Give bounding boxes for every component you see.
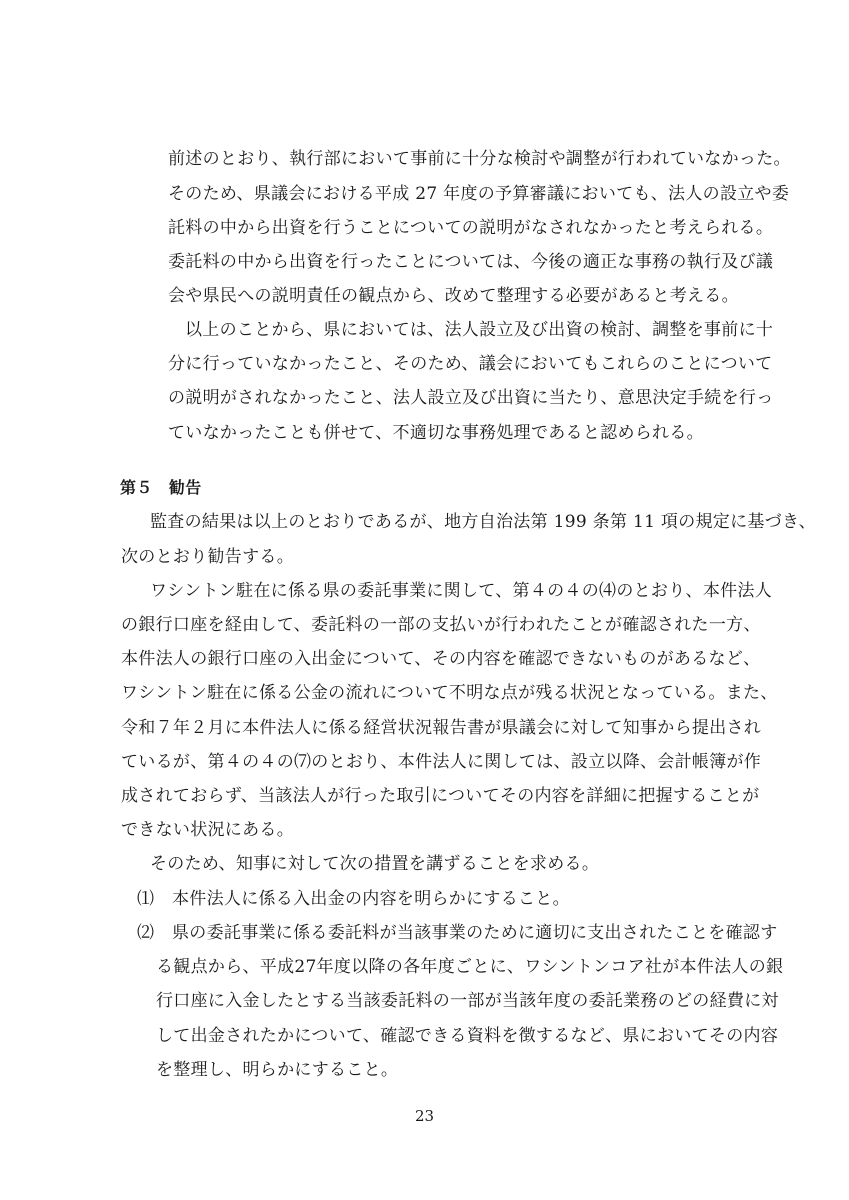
paragraph-line: 成されておらず、当該法人が行った取引についてその内容を詳細に把握することが [121, 786, 760, 806]
list-item-line: 本件法人に係る入出金の内容を明らかにすること。 [172, 889, 570, 909]
paragraph-line: そのため、県議会における平成 27 年度の予算審議においても、法人の設立や委 [168, 184, 790, 204]
list-item-number: ⑴ [137, 889, 155, 909]
paragraph-line: 次のとおり勧告する。 [121, 547, 294, 567]
list-item-number: ⑵ [137, 923, 155, 943]
paragraph-line: ワシントン駐在に係る県の委託事業に関して、第４の４の⑷のとおり、本件法人 [150, 581, 773, 601]
paragraph-line: 会や県民への説明責任の観点から、改めて整理する必要があると考える。 [168, 286, 739, 306]
list-item-line: 県の委託事業に係る委託料が当該事業のために適切に支出されたことを確認す [172, 923, 778, 943]
paragraph-line: 令和７年２月に本件法人に係る経営状況報告書が県議会に対して知事から提出され [121, 718, 762, 738]
paragraph-line: ているが、第４の４の⑺のとおり、本件法人に関しては、設立以降、会計帳簿が作 [121, 752, 762, 772]
list-item-line: る観点から、平成27年度以降の各年度ごとに、ワシントンコア社が本件法人の銀 [156, 957, 784, 977]
paragraph-line: できない状況にある。 [121, 820, 294, 840]
list-item-line: して出金されたかについて、確認できる資料を徴するなど、県においてその内容 [156, 1026, 779, 1046]
paragraph-line: 分に行っていなかったこと、そのため、議会においてもこれらのことについて [168, 354, 773, 374]
page-number: 23 [414, 1107, 435, 1125]
paragraph-line: の説明がされなかったこと、法人設立及び出資に当たり、意思決定手続を行っ [168, 388, 774, 408]
paragraph-line: 監査の結果は以上のとおりであるが、地方自治法第 199 条第 11 項の規定に基づき、 [150, 512, 816, 532]
paragraph-line: 以上のことから、県においては、法人設立及び出資の検討、調整を事前に十 [185, 320, 774, 340]
paragraph-line: そのため、知事に対して次の措置を講ずることを求める。 [150, 854, 600, 874]
paragraph-line: の銀行口座を経由して、委託料の一部の支払いが行われたことが確認された一方、 [121, 615, 761, 635]
section-heading: 第５ 勧告 [120, 478, 202, 497]
paragraph-line: 託料の中から出資を行うことについての説明がなされなかったと考えられる。 [168, 218, 774, 238]
paragraph-line: ワシントン駐在に係る公金の流れについて不明な点が残る状況となっている。また、 [121, 683, 778, 703]
paragraph-line: 前述のとおり、執行部において事前に十分な検討や調整が行われていなかった。 [168, 149, 791, 169]
paragraph-line: ていなかったことも併せて、不適切な事務処理であると認められる。 [168, 423, 704, 443]
paragraph-line: 本件法人の銀行口座の入出金について、その内容を確認できないものがあるなど、 [121, 649, 761, 669]
list-item-line: 行口座に入金したとする当該委託料の一部が当該年度の委託業務のどの経費に対 [156, 991, 779, 1011]
paragraph-line: 委託料の中から出資を行ったことについては、今後の適正な事務の執行及び議 [168, 252, 774, 272]
list-item-line: を整理し、明らかにすること。 [156, 1060, 399, 1080]
